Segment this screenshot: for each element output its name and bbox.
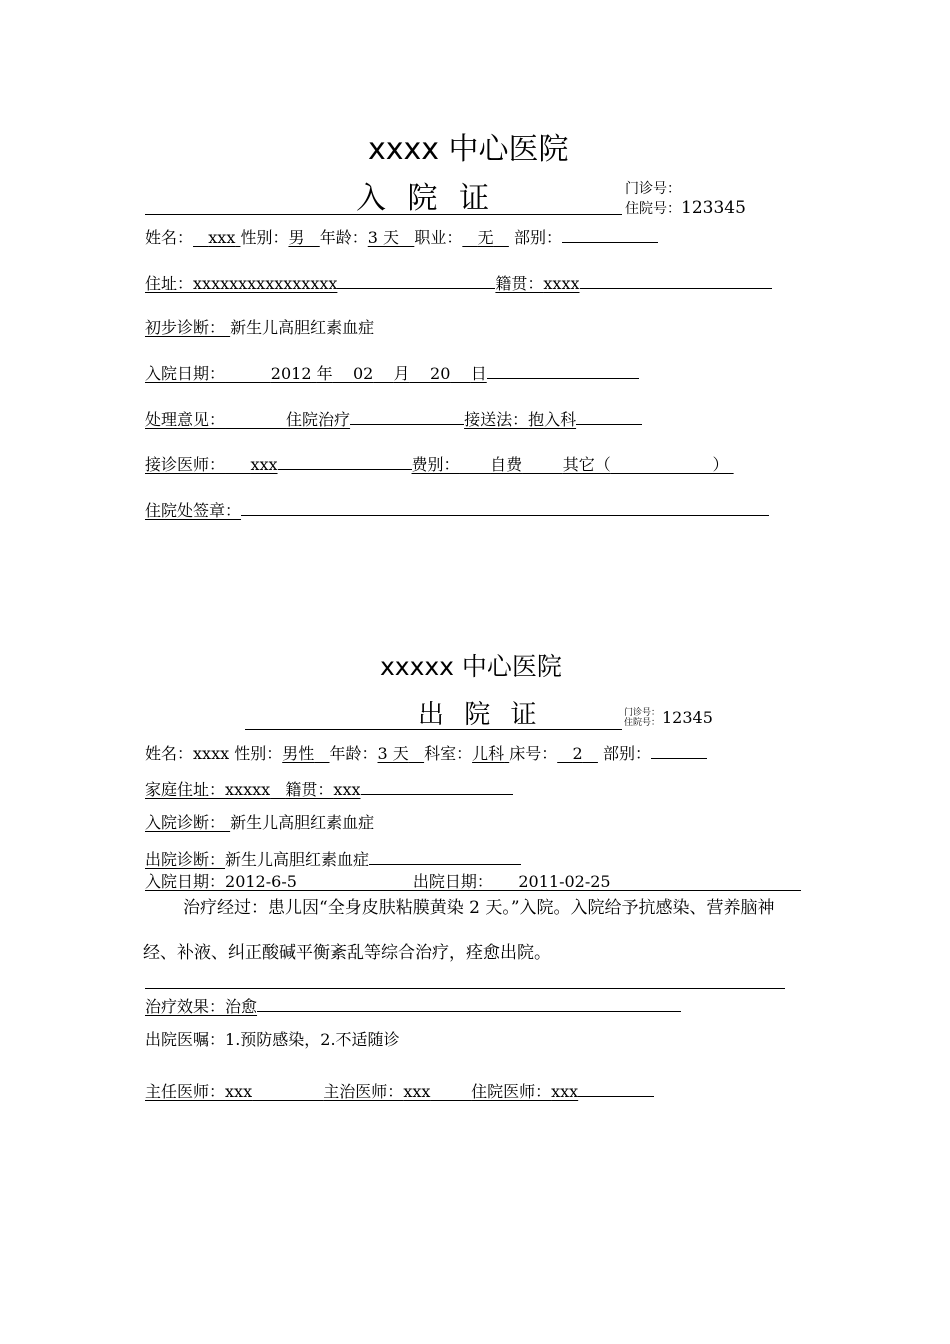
d-dis-diag-blank	[369, 850, 521, 865]
d-advice-label: 出院医嘱：	[145, 1030, 226, 1049]
d-div-blank	[651, 744, 707, 759]
discharge-inpatient-no-label: 住院号：	[624, 718, 661, 728]
native-blank	[580, 274, 772, 289]
d-resident-blank	[578, 1082, 654, 1097]
d-div-label: 部别：	[603, 744, 652, 763]
transfer-blank	[576, 410, 642, 425]
admission-row-doctor	[145, 455, 734, 473]
d-native-blank	[361, 780, 513, 795]
admission-row-date	[145, 364, 639, 382]
date-blank	[487, 364, 639, 379]
age-value: 3 天	[367, 228, 400, 247]
d-adm-diag-value: 新生儿高胆红素血症	[230, 813, 375, 832]
d-dis-diag-value: 新生儿高胆红素血症	[225, 850, 370, 869]
discharge-row-effect	[145, 997, 681, 1015]
d-address-value: xxxxx	[225, 780, 271, 799]
d-advice-value: 1.预防感染，2.不适随诊	[225, 1030, 400, 1049]
discharge-inpatient-no-value: 12345	[662, 708, 713, 727]
stamp-label: 住院处签章：	[145, 501, 242, 520]
d-dept-label: 科室：	[424, 744, 473, 763]
admission-row-address	[145, 274, 772, 292]
occupation-value: 无	[477, 228, 494, 247]
discharge-doc-title: 出 院 证	[418, 700, 543, 730]
admission-date: 入院日期： 2012 年 02 月 20 日	[145, 364, 487, 383]
admission-outpatient-no-label: 门诊号：	[625, 181, 681, 197]
d-address-label: 家庭住址：	[145, 780, 226, 799]
d-adm-diag-label: 入院诊断：	[145, 813, 226, 832]
address-label: 住址：	[145, 274, 194, 293]
transfer: 接送法：抱入科	[464, 410, 577, 429]
d-dis-diag-label: 出院诊断：	[145, 850, 226, 869]
admission-inpatient-no-label: 住院号：	[625, 201, 681, 217]
address-value: xxxxxxxxxxxxxxxx	[193, 274, 338, 293]
d-gender-value: 男性	[282, 744, 315, 763]
native-value: xxxx	[543, 274, 580, 293]
address-blank	[337, 274, 495, 289]
d-bed-value: 2	[572, 744, 583, 763]
gender-value: 男	[288, 228, 305, 247]
discharge-row-adm-diagnosis	[145, 815, 374, 831]
d-adm-date: 入院日期：2012-6-5	[145, 872, 297, 891]
doctor-blank	[278, 455, 412, 470]
admission-row-stamp	[145, 501, 769, 519]
admission-row-opinion	[145, 410, 642, 428]
d-native: 籍贯：xxx	[285, 780, 361, 799]
dept-blank	[562, 228, 658, 243]
admission-doc-title: 入 院 证	[356, 181, 496, 216]
discharge-row-dis-diagnosis	[145, 850, 521, 868]
d-dept-value: 儿科	[472, 744, 505, 763]
d-chief: 主任医师：xxx 主治医师：xxx 住院医师：xxx	[145, 1082, 579, 1101]
dept-label: 部别：	[513, 228, 562, 247]
d-name-label: 姓名：	[145, 744, 194, 763]
d-bed-label: 床号：	[509, 744, 558, 763]
d-effect-blank	[257, 997, 681, 1012]
opinion: 处理意见： 住院治疗	[145, 410, 351, 429]
discharge-row-address	[145, 780, 513, 798]
admission-title-rule	[145, 214, 622, 215]
stamp-blank	[241, 501, 769, 516]
opinion-blank	[350, 410, 464, 425]
native-label: 籍贯：	[495, 274, 544, 293]
d-gender-label: 性别：	[234, 744, 283, 763]
gender-label: 性别：	[240, 228, 289, 247]
admission-hospital-name: xxxx 中心医院	[368, 132, 569, 167]
treatment-rule	[145, 988, 785, 989]
occupation-label: 职业：	[414, 228, 463, 247]
admission-row-diagnosis	[145, 320, 374, 336]
name-label: 姓名：	[145, 228, 194, 247]
d-age-value: 3 天	[377, 744, 409, 763]
diagnosis-value: 新生儿高胆红素血症	[230, 318, 375, 337]
fee-type: 费别： 自费 其它（ ）	[411, 455, 729, 474]
d-dis-date: 出院日期： 2011-02-25	[412, 872, 611, 891]
discharge-outpatient-no-label: 门诊号：	[624, 708, 661, 718]
name-value: xxx	[208, 228, 236, 247]
discharge-row-advice	[145, 1032, 400, 1048]
admission-inpatient-no	[625, 200, 746, 218]
diagnosis-label: 初步诊断：	[145, 318, 226, 337]
discharge-title-rule	[245, 729, 622, 730]
discharge-hospital-name: xxxxx 中心医院	[380, 652, 562, 681]
discharge-row-doctors	[145, 1082, 654, 1100]
d-effect: 治疗效果：治愈	[145, 997, 258, 1016]
treatment-course: 治疗经过：患儿因“全身皮肤粘膜黄染 2 天。”入院。入院给予抗感染、营养脑神经、补液、纠正酸碱平衡紊乱等综合治疗，痊愈出院。	[143, 898, 775, 963]
admission-inpatient-no-value: 123345	[681, 198, 746, 218]
admission-row-patient	[145, 228, 658, 246]
d-age-label: 年龄：	[329, 744, 378, 763]
age-label: 年龄：	[319, 228, 368, 247]
d-name-value: xxxx	[193, 744, 230, 763]
discharge-row-patient	[145, 744, 707, 762]
receiving-doctor: 接诊医师： xxx	[145, 455, 278, 474]
